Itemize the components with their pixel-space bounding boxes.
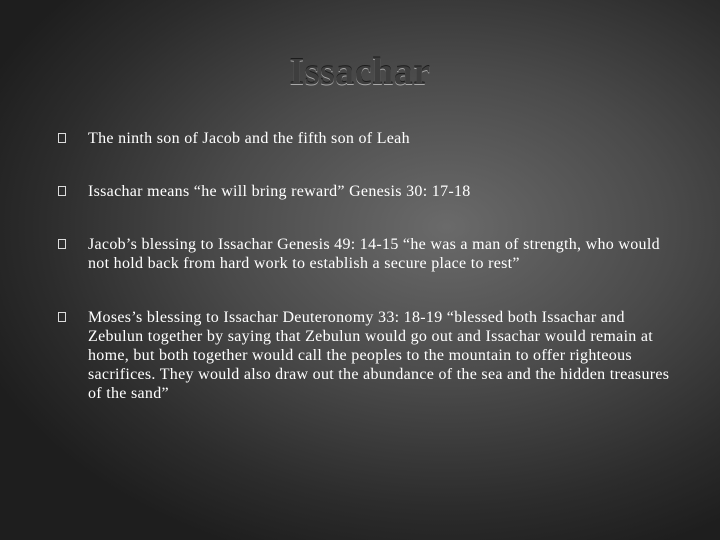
bullet-text: Jacob’s blessing to Issachar Genesis 49: 14-15 “he was a man of strength, who would not hold back from hard work to establish a secure place to rest” — [88, 236, 660, 272]
bullet-text: The ninth son of Jacob and the fifth son of Leah — [88, 130, 410, 147]
bullet-text: Issachar means “he will bring reward” Genesis 30: 17-18 — [88, 183, 471, 200]
bullet-item — [52, 129, 682, 148]
bullet-list — [52, 129, 682, 403]
hollow-square-icon — [58, 186, 66, 196]
bullet-item — [52, 235, 682, 273]
bullet-item — [52, 182, 682, 201]
hollow-square-icon — [58, 133, 66, 143]
hollow-square-icon — [58, 312, 66, 322]
slide-title: Issachar — [289, 51, 431, 93]
hollow-square-icon — [58, 239, 66, 249]
bullet-text: Moses’s blessing to Issachar Deuteronomy 33: 18-19 “blessed both Issachar and Zebulun together by saying that Zebulun would go out and Issachar would remain at home, but both together would call the peoples to the mountain to offer righteous sacrifices. They would also draw out the abundance of the sea and the hidden treasures of the sand” — [88, 309, 670, 402]
bullet-item — [52, 308, 682, 403]
